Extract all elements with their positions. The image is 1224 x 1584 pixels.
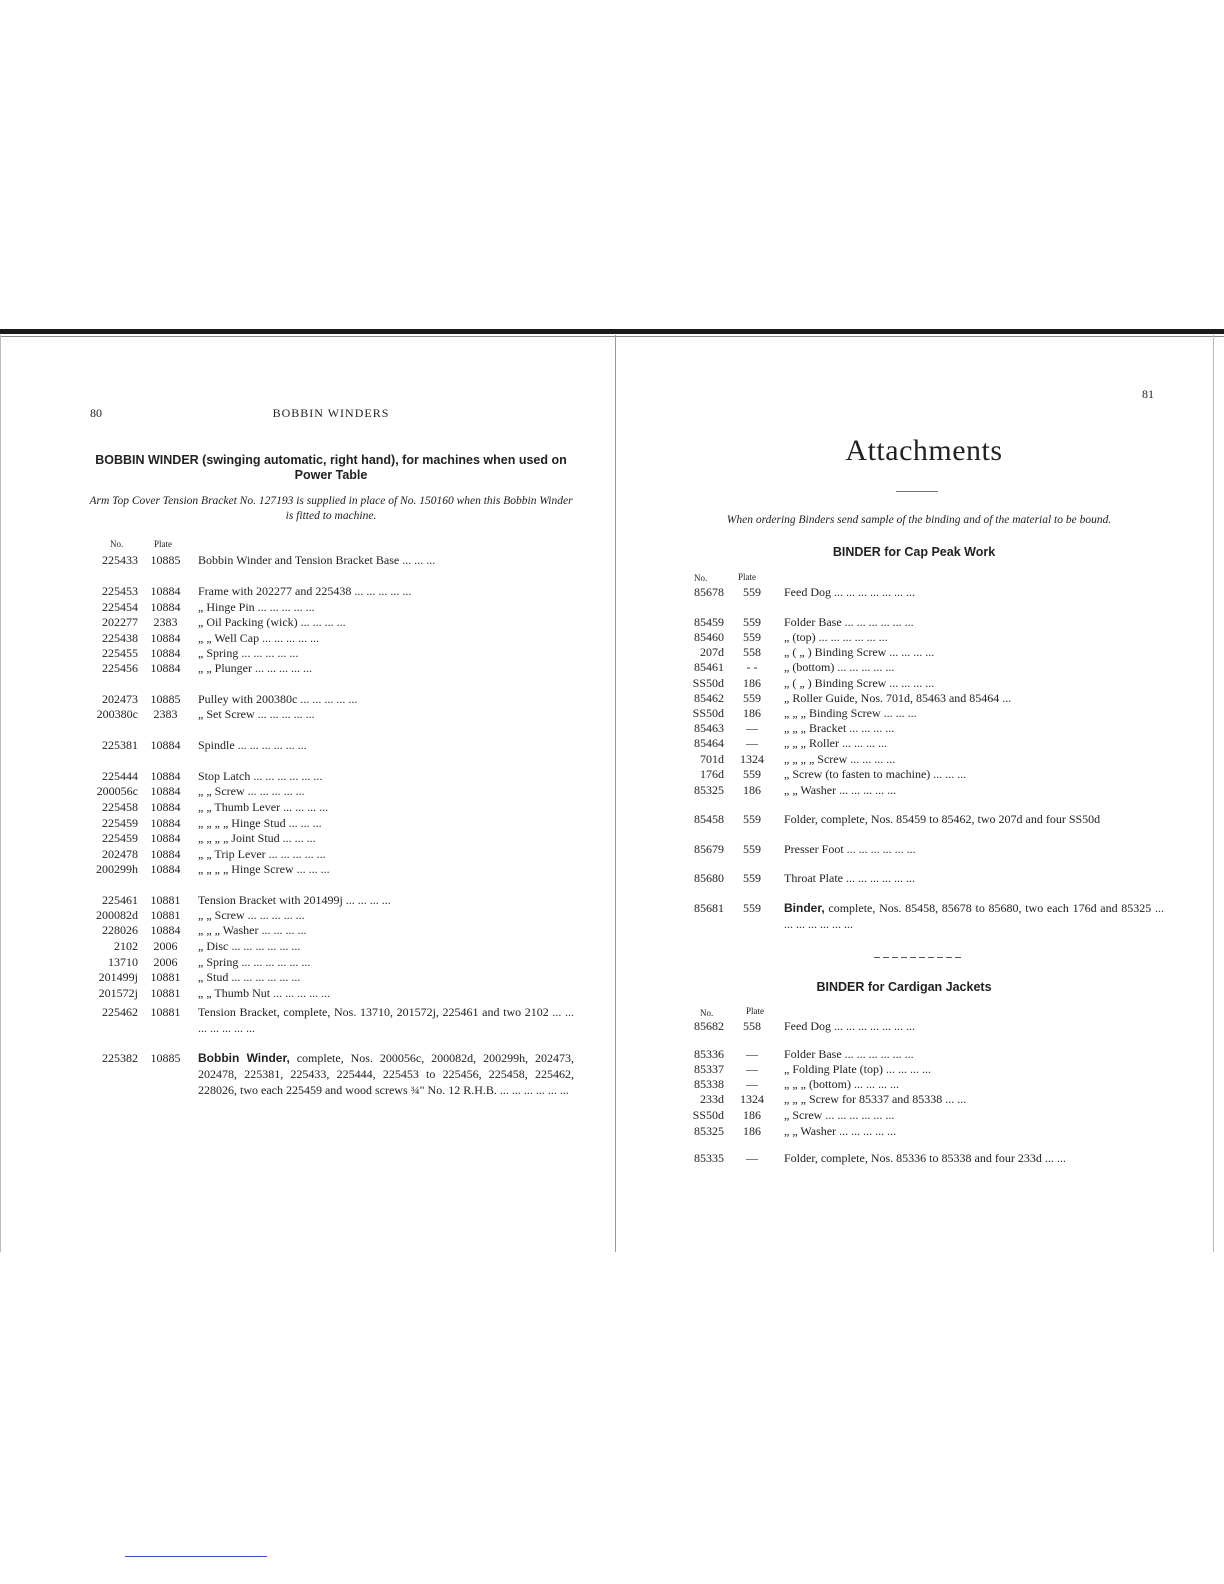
part-number: 85679 xyxy=(694,842,724,856)
part-number: 200380c xyxy=(96,707,138,721)
description-text: „ „ Washer ... ... ... ... ... xyxy=(784,783,897,797)
description-text: „ „ Screw ... ... ... ... ... xyxy=(198,908,305,922)
part-description xyxy=(784,660,1164,675)
part-description xyxy=(784,1047,1164,1062)
part-description xyxy=(198,923,574,938)
part-description xyxy=(198,661,574,676)
plate-number: 559 xyxy=(743,615,761,629)
plate-number: 10884 xyxy=(150,631,181,645)
part-description xyxy=(784,645,1164,660)
part-description xyxy=(784,736,1164,751)
part-description xyxy=(784,691,1164,706)
part-description xyxy=(784,871,1164,886)
plate-number: 10885 xyxy=(150,692,181,706)
description-text: „ „ Trip Lever ... ... ... ... ... xyxy=(198,847,326,861)
part-description xyxy=(198,553,574,568)
note: Arm Top Cover Tension Bracket No. 127193 is supplied in place of No. 150160 when this Bobbin Winder is fitted to machine. xyxy=(89,495,573,522)
parts-row xyxy=(88,784,574,800)
description-text: Feed Dog ... ... ... ... ... ... ... xyxy=(784,1019,915,1033)
part-description xyxy=(784,1077,1164,1092)
plate-number: — xyxy=(746,1077,758,1091)
description-text: „ Roller Guide, Nos. 701d, 85463 and 85464 ... xyxy=(784,691,1012,705)
plate-number: 559 xyxy=(743,630,761,644)
plate-number: 186 xyxy=(743,1124,761,1138)
part-description xyxy=(784,1124,1164,1139)
parts-row xyxy=(88,661,574,677)
title-rule xyxy=(896,491,938,492)
description-text: „ „ „ „ Joint Stud ... ... ... xyxy=(198,831,316,845)
parts-row xyxy=(88,955,574,971)
description-text: Pulley with 200380c ... ... ... ... ... xyxy=(198,692,358,706)
part-number: 201572j xyxy=(98,986,138,1000)
part-description xyxy=(198,769,574,784)
part-number: 202473 xyxy=(102,692,138,706)
part-number: 85682 xyxy=(694,1019,724,1033)
plate-number: 559 xyxy=(743,691,761,705)
part-description xyxy=(784,1019,1164,1034)
part-number: 225453 xyxy=(102,584,138,598)
description-text: Presser Foot ... ... ... ... ... ... xyxy=(784,842,916,856)
part-number: 85459 xyxy=(694,615,724,629)
parts-row xyxy=(88,847,574,863)
plate-number: 10881 xyxy=(150,970,181,984)
part-number: 200082d xyxy=(96,908,138,922)
cardigan-row xyxy=(684,1019,1164,1035)
part-description xyxy=(198,970,574,985)
parts-row xyxy=(88,692,574,708)
parts-row xyxy=(88,970,574,986)
plate-number: 10881 xyxy=(150,986,181,1000)
part-description xyxy=(784,1092,1164,1107)
cap-peak-row xyxy=(684,706,1164,722)
part-number: 85464 xyxy=(694,736,724,750)
description-text: „ „ „ (bottom) ... ... ... ... xyxy=(784,1077,899,1091)
section1-title: BINDER for Cap Peak Work xyxy=(832,545,996,559)
description-text: Stop Latch ... ... ... ... ... ... xyxy=(198,769,323,783)
plate-number: 10884 xyxy=(150,784,181,798)
part-number: 2102 xyxy=(114,939,138,953)
plate-number: 10884 xyxy=(150,923,181,937)
description-text: „ Set Screw ... ... ... ... ... xyxy=(198,707,315,721)
column-header-no: No. xyxy=(110,539,124,549)
part-number: 85325 xyxy=(694,783,724,797)
part-description xyxy=(784,842,1164,857)
right-page xyxy=(684,0,1164,1250)
plate-number: 2006 xyxy=(153,939,178,953)
cap-peak-row xyxy=(684,721,1164,737)
plate-number: 186 xyxy=(743,1108,761,1122)
cap-peak-row xyxy=(684,691,1164,707)
plate-number: - - xyxy=(746,660,758,674)
part-number: SS50d xyxy=(692,676,724,690)
plate-number: 10884 xyxy=(150,646,181,660)
part-number: 225459 xyxy=(102,816,138,830)
part-description xyxy=(784,721,1164,736)
plate-number: 2006 xyxy=(153,955,178,969)
description-text: „ „ „ Binding Screw ... ... ... xyxy=(784,706,917,720)
cardigan-row xyxy=(684,1151,1164,1167)
plate-number: 10884 xyxy=(150,862,181,876)
plate-number: 559 xyxy=(743,842,761,856)
description-text: „ Screw ... ... ... ... ... ... xyxy=(784,1108,895,1122)
part-number: 85462 xyxy=(694,691,724,705)
description-text: „ Spring ... ... ... ... ... ... xyxy=(198,955,311,969)
part-number: SS50d xyxy=(692,706,724,720)
cardigan-row xyxy=(684,1062,1164,1078)
part-description xyxy=(784,585,1164,600)
column-header-plate: Plate xyxy=(746,1006,764,1016)
part-number: 225382 xyxy=(102,1051,138,1065)
plate-number: 186 xyxy=(743,706,761,720)
part-description xyxy=(198,986,574,1001)
part-description xyxy=(198,738,574,753)
cardigan-row xyxy=(684,1108,1164,1124)
cap-peak-row xyxy=(684,585,1164,601)
part-description xyxy=(784,900,1164,932)
cap-peak-row xyxy=(684,767,1164,783)
page-number: 80 xyxy=(90,406,102,420)
parts-row xyxy=(88,800,574,816)
plate-number: 559 xyxy=(743,812,761,826)
description-text: Folder Base ... ... ... ... ... ... xyxy=(784,1047,914,1061)
part-description xyxy=(198,955,574,970)
part-number: 85335 xyxy=(694,1151,724,1165)
part-description xyxy=(784,752,1164,767)
description-text: „ „ „ Bracket ... ... ... ... xyxy=(784,721,895,735)
description-text: Throat Plate ... ... ... ... ... ... xyxy=(784,871,915,885)
part-description xyxy=(198,847,574,862)
cap-peak-row xyxy=(684,871,1164,887)
part-number: 225444 xyxy=(102,769,138,783)
description-text: „ Stud ... ... ... ... ... ... xyxy=(198,970,301,984)
part-description xyxy=(198,831,574,846)
description-text: Folder, complete, Nos. 85459 to 85462, two 207d and four SS50d xyxy=(784,812,1101,826)
plate-number: 10884 xyxy=(150,738,181,752)
part-description xyxy=(198,800,574,815)
page-number: 81 xyxy=(1142,387,1154,401)
part-number: 85681 xyxy=(694,901,724,915)
part-number: 85460 xyxy=(694,630,724,644)
column-header-no: No. xyxy=(700,1008,714,1018)
description-text: „ „ „ Washer ... ... ... ... xyxy=(198,923,307,937)
part-number: 233d xyxy=(700,1092,724,1106)
running-head: BOBBIN WINDERS xyxy=(272,406,390,420)
description-text: „ „ Screw ... ... ... ... ... xyxy=(198,784,305,798)
ornament-rule xyxy=(874,957,964,958)
parts-row xyxy=(88,769,574,785)
plate-number: 559 xyxy=(743,871,761,885)
description-text: „ „ „ „ Hinge Stud ... ... ... xyxy=(198,816,322,830)
assembly-name: Binder, xyxy=(784,901,825,915)
parts-row xyxy=(88,923,574,939)
parts-row xyxy=(88,600,574,616)
part-number: SS50d xyxy=(692,1108,724,1122)
part-number: 225381 xyxy=(102,738,138,752)
description-text: Tension Bracket, complete, Nos. 13710, 201572j, 225461 and two 2102 ... ... ... ... ... ... ... xyxy=(198,1005,574,1035)
part-description xyxy=(784,676,1164,691)
description-text: Frame with 202277 and 225438 ... ... ... ... ... xyxy=(198,584,412,598)
description-text: „ ( „ ) Binding Screw ... ... ... ... xyxy=(784,676,935,690)
cap-peak-row xyxy=(684,660,1164,676)
part-number: 176d xyxy=(700,767,724,781)
section-title: BOBBIN WINDER (swinging automatic, right hand), for machines when used on Power Table xyxy=(95,453,567,482)
description-text: „ Disc ... ... ... ... ... ... xyxy=(198,939,301,953)
part-number: 225458 xyxy=(102,800,138,814)
parts-row xyxy=(88,584,574,600)
part-number: 85325 xyxy=(694,1124,724,1138)
parts-row xyxy=(88,831,574,847)
cap-peak-row xyxy=(684,630,1164,646)
part-description xyxy=(198,692,574,707)
part-description xyxy=(198,1004,574,1036)
parts-row xyxy=(88,816,574,832)
column-header-plate: Plate xyxy=(738,572,756,582)
description-text: „ „ „ Screw for 85337 and 85338 ... ... xyxy=(784,1092,967,1106)
parts-row xyxy=(88,908,574,924)
plate-number: 10884 xyxy=(150,831,181,845)
description-text: „ „ Thumb Nut ... ... ... ... ... xyxy=(198,986,331,1000)
plate-number: 10881 xyxy=(150,908,181,922)
note: When ordering Binders send sample of the binding and of the material to be bound. xyxy=(726,514,1112,526)
description-text: Folder Base ... ... ... ... ... ... xyxy=(784,615,914,629)
plate-number: 10884 xyxy=(150,584,181,598)
part-description xyxy=(784,767,1164,782)
part-number: 85337 xyxy=(694,1062,724,1076)
description-text: Tension Bracket with 201499j ... ... ... ... xyxy=(198,893,391,907)
description-text: „ Screw (to fasten to machine) ... ... ... xyxy=(784,767,967,781)
description-text: complete, Nos. 200056c, 200082d, 200299h, 202473, 202478, 225381, 225433, 225444, 225453 to 225456, 225458, 225462, 228026, two each 225459 and wood screws ¾" No. 12 R.H.B. ... ... ... ... ... ... xyxy=(198,1051,574,1097)
description-text: „ „ „ „ Screw ... ... ... ... xyxy=(784,752,896,766)
part-description xyxy=(198,615,574,630)
plate-number: 1324 xyxy=(740,752,764,766)
parts-row xyxy=(88,646,574,662)
part-number: 201499j xyxy=(98,970,138,984)
part-number: 225438 xyxy=(102,631,138,645)
part-description xyxy=(784,630,1164,645)
plate-number: 10884 xyxy=(150,847,181,861)
description-text: „ „ Well Cap ... ... ... ... ... xyxy=(198,631,320,645)
part-number: 85461 xyxy=(694,660,724,674)
part-description xyxy=(784,783,1164,798)
part-number: 228026 xyxy=(102,923,138,937)
plate-number: 558 xyxy=(743,645,761,659)
part-description xyxy=(198,707,574,722)
part-number: 225433 xyxy=(102,553,138,567)
parts-row xyxy=(88,707,574,723)
cap-peak-row xyxy=(684,645,1164,661)
description-text: „ (top) ... ... ... ... ... ... xyxy=(784,630,888,644)
part-number: 85678 xyxy=(694,585,724,599)
part-number: 225461 xyxy=(102,893,138,907)
description-text: complete, Nos. 85458, 85678 to 85680, two each 176d and 85325 ... ... ... ... ... ... ... xyxy=(784,901,1164,931)
part-number: 85680 xyxy=(694,871,724,885)
cap-peak-row xyxy=(684,676,1164,692)
part-number: 225454 xyxy=(102,600,138,614)
part-number: 202478 xyxy=(102,847,138,861)
description-text: „ (bottom) ... ... ... ... ... xyxy=(784,660,895,674)
part-description xyxy=(198,600,574,615)
part-description xyxy=(784,615,1164,630)
plate-number: 10885 xyxy=(150,1051,181,1065)
part-number: 200056c xyxy=(96,784,138,798)
part-number: 13710 xyxy=(108,955,138,969)
column-header-no: No. xyxy=(694,573,708,583)
plate-number: 2383 xyxy=(153,615,178,629)
part-number: 85463 xyxy=(694,721,724,735)
part-number: 701d xyxy=(700,752,724,766)
page-title: Attachments xyxy=(845,434,1003,467)
part-description xyxy=(784,1151,1164,1166)
description-text: „ „ Thumb Lever ... ... ... ... xyxy=(198,800,329,814)
description-text: „ Hinge Pin ... ... ... ... ... xyxy=(198,600,315,614)
description-text: Feed Dog ... ... ... ... ... ... ... xyxy=(784,585,915,599)
description-text: Folder, complete, Nos. 85336 to 85338 and four 233d ... ... xyxy=(784,1151,1066,1165)
parts-row xyxy=(88,939,574,955)
description-text: „ „ Plunger ... ... ... ... ... xyxy=(198,661,312,675)
plate-number: 10884 xyxy=(150,600,181,614)
part-number: 202277 xyxy=(102,615,138,629)
part-description xyxy=(198,939,574,954)
cap-peak-row xyxy=(684,752,1164,768)
plate-number: 186 xyxy=(743,676,761,690)
parts-row xyxy=(88,615,574,631)
part-description xyxy=(784,1062,1164,1077)
part-number: 225459 xyxy=(102,831,138,845)
parts-row xyxy=(88,986,574,1002)
cardigan-row xyxy=(684,1047,1164,1063)
plate-number: 10884 xyxy=(150,661,181,675)
assembly-name: Bobbin Winder, xyxy=(198,1051,290,1065)
part-description xyxy=(784,706,1164,721)
plate-number: 559 xyxy=(743,585,761,599)
part-description xyxy=(198,584,574,599)
description-text: „ „ „ „ Hinge Screw ... ... ... xyxy=(198,862,330,876)
part-description xyxy=(198,631,574,646)
left-page xyxy=(88,0,574,1250)
plate-number: 10884 xyxy=(150,769,181,783)
plate-number: 10884 xyxy=(150,816,181,830)
right-page-edge xyxy=(1213,335,1214,1252)
cap-peak-row xyxy=(684,736,1164,752)
part-description xyxy=(198,862,574,877)
plate-number: — xyxy=(746,736,758,750)
plate-number: — xyxy=(746,721,758,735)
book-spine xyxy=(615,335,616,1252)
part-description xyxy=(198,784,574,799)
plate-number: 559 xyxy=(743,767,761,781)
description-text: „ „ Washer ... ... ... ... ... xyxy=(784,1124,897,1138)
parts-row xyxy=(88,862,574,878)
cap-peak-row xyxy=(684,842,1164,858)
part-number: 85338 xyxy=(694,1077,724,1091)
part-number: 225455 xyxy=(102,646,138,660)
description-text: Bobbin Winder and Tension Bracket Base ... ... ... xyxy=(198,553,436,567)
cardigan-row xyxy=(684,1077,1164,1093)
column-header-plate: Plate xyxy=(154,539,172,549)
plate-number: — xyxy=(746,1047,758,1061)
part-description xyxy=(198,1050,574,1098)
parts-row xyxy=(88,893,574,909)
part-description xyxy=(198,893,574,908)
part-number: 85336 xyxy=(694,1047,724,1061)
plate-number: — xyxy=(746,1151,758,1165)
section2-title: BINDER for Cardigan Jackets xyxy=(816,980,992,994)
description-text: „ Folding Plate (top) ... ... ... ... xyxy=(784,1062,931,1076)
description-text: „ Oil Packing (wick) ... ... ... ... xyxy=(198,615,346,629)
part-description xyxy=(198,646,574,661)
part-number: 200299h xyxy=(96,862,138,876)
parts-row xyxy=(88,738,574,754)
part-number: 225456 xyxy=(102,661,138,675)
part-description xyxy=(198,816,574,831)
plate-number: 10885 xyxy=(150,553,181,567)
description-text: „ Spring ... ... ... ... ... xyxy=(198,646,299,660)
footer-link-underline xyxy=(125,1556,267,1557)
parts-row xyxy=(88,631,574,647)
plate-number: 10881 xyxy=(150,893,181,907)
part-number: 225462 xyxy=(102,1005,138,1019)
part-description xyxy=(198,908,574,923)
plate-number: 559 xyxy=(743,901,761,915)
part-description xyxy=(784,1108,1164,1123)
plate-number: 2383 xyxy=(153,707,178,721)
part-number: 207d xyxy=(700,645,724,659)
left-page-edge xyxy=(0,335,1,1252)
cardigan-row xyxy=(684,1092,1164,1108)
plate-number: 10884 xyxy=(150,800,181,814)
plate-number: 558 xyxy=(743,1019,761,1033)
part-number: 85458 xyxy=(694,812,724,826)
cap-peak-row xyxy=(684,812,1164,828)
cap-peak-row xyxy=(684,615,1164,631)
cardigan-row xyxy=(684,1124,1164,1140)
description-text: „ ( „ ) Binding Screw ... ... ... ... xyxy=(784,645,935,659)
plate-number: — xyxy=(746,1062,758,1076)
description-text: Spindle ... ... ... ... ... ... xyxy=(198,738,307,752)
plate-number: 10881 xyxy=(150,1005,181,1019)
cap-peak-row xyxy=(684,783,1164,799)
plate-number: 186 xyxy=(743,783,761,797)
part-description xyxy=(784,812,1164,827)
parts-row xyxy=(88,553,574,569)
description-text: „ „ „ Roller ... ... ... ... xyxy=(784,736,887,750)
plate-number: 1324 xyxy=(740,1092,764,1106)
